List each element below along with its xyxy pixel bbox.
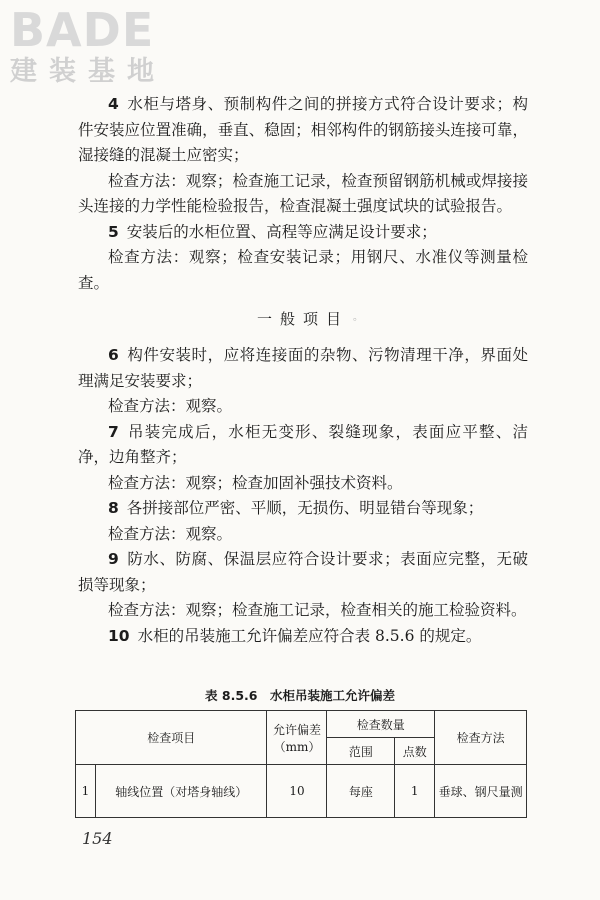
paragraph-text: 构件安装时，应将连接面的杂物、污物清理干净，界面处理满足安装要求； — [78, 346, 528, 390]
cell-points: 1 — [395, 765, 435, 818]
paragraph-text: 检查方法：观察；检查加固补强技术资料。 — [108, 473, 403, 492]
clause-number: 6 — [108, 346, 119, 364]
paragraph — [78, 343, 528, 394]
clause-number: 5 — [108, 222, 119, 241]
paragraph-text: 检查方法：观察；检查施工记录，检查预留钢筋机械或焊接接头连接的力学性能检验报告，检查混凝土强度试块的试验报告。 — [78, 171, 528, 215]
paragraph — [78, 420, 528, 471]
clause-number: 8 — [108, 499, 119, 517]
watermark-cjk: 建装基地 — [10, 56, 166, 87]
paragraph-text: 水柜的吊装施工允许偏差应符合表 8.5.6 的规定。 — [137, 626, 482, 645]
paragraph — [78, 598, 528, 624]
main-control-items — [78, 92, 528, 296]
clause-number: 10 — [108, 626, 130, 645]
document-body — [78, 92, 528, 649]
cell-range: 每座 — [327, 765, 395, 818]
paragraph — [78, 92, 528, 169]
paragraph-text: 防水、防腐、保温层应符合设计要求；表面应完整，无破损等现象； — [78, 550, 528, 594]
cell-method: 垂球、钢尺量测 — [435, 765, 527, 818]
section-title-dot: 。 — [353, 312, 363, 323]
paragraph-text: 检查方法：观察；检查施工记录，检查相关的施工检验资料。 — [108, 601, 527, 619]
header-tolerance-line2: （mm） — [273, 739, 321, 754]
table-caption: 表 8.5.6 水柜吊装施工允许偏差 — [205, 688, 395, 703]
table-row — [76, 765, 527, 818]
header-method: 检查方法 — [435, 711, 527, 765]
paragraph-text: 检查方法：观察；检查安装记录；用钢尺、水准仪等测量检查。 — [78, 248, 528, 292]
header-tolerance-line1: 允许偏差 — [272, 722, 321, 737]
section-title-text: 一般项目 — [256, 310, 349, 328]
paragraph-text: 检查方法：观察。 — [108, 524, 233, 543]
paragraph — [78, 624, 528, 650]
clause-number: 4 — [108, 95, 119, 113]
paragraph — [78, 496, 528, 522]
paragraph — [78, 245, 528, 296]
paragraph — [78, 471, 528, 497]
paragraph-text: 安装后的水柜位置、高程等应满足设计要求； — [126, 222, 437, 241]
header-tolerance — [267, 711, 327, 765]
paragraph-text: 检查方法：观察。 — [108, 397, 233, 415]
section-title — [78, 308, 528, 329]
header-points: 点数 — [395, 738, 435, 765]
watermark-logo — [6, 4, 186, 96]
general-items — [78, 343, 528, 649]
clause-number: 7 — [108, 422, 119, 441]
cell-item: 轴线位置（对塔身轴线） — [95, 765, 267, 818]
header-item: 检查项目 — [76, 711, 267, 765]
tolerance-table — [75, 710, 527, 818]
paragraph — [78, 522, 528, 548]
paragraph — [78, 169, 528, 220]
paragraph-text: 水柜与塔身、预制构件之间的拼接方式符合设计要求；构件安装应位置准确，垂直、稳固；相邻构件的钢筋接头连接可靠，湿接缝的混凝土应密实； — [78, 95, 528, 164]
page-number: 154 — [82, 829, 113, 848]
paragraph-text: 各拼接部位严密、平顺，无损伤、明显错台等现象； — [126, 499, 484, 517]
paragraph — [78, 547, 528, 598]
paragraph — [78, 220, 528, 246]
paragraph-text: 吊装完成后，水柜无变形、裂缝现象，表面应平整、洁净，边角整齐； — [78, 422, 528, 466]
cell-tolerance: 10 — [267, 765, 327, 818]
paragraph — [78, 394, 528, 420]
cell-no: 1 — [76, 765, 96, 818]
watermark-latin: BADE — [10, 3, 155, 57]
header-quantity: 检查数量 — [327, 711, 435, 738]
header-range: 范围 — [327, 738, 395, 765]
clause-number: 9 — [108, 550, 119, 568]
